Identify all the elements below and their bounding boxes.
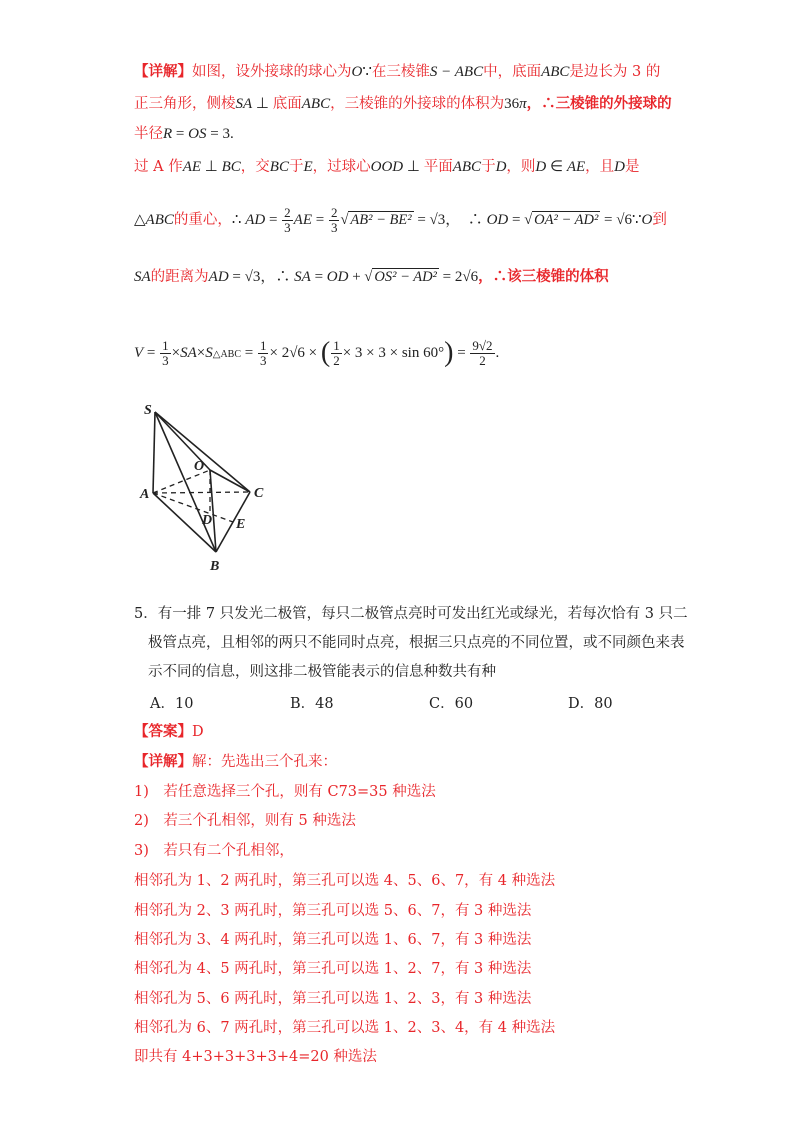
detail-tag: 【详解】 [134, 63, 192, 80]
detail-tag-5: 【详解】 [134, 753, 192, 770]
solution-line-3: 半径R = OS = 3. [134, 126, 234, 142]
label-S: S [144, 403, 152, 418]
step-2: 2) 若三个孔相邻，则有 5 种选法 [134, 813, 356, 829]
solution-line-6: SA的距离为AD = √3，∴ SA = OD + √ OS² − AD² = 2√6，∴该三棱锥的体积 [134, 268, 609, 285]
solution-line-5: △ABC的重心，∴ AD = $\frac{2}{3}$ AE = $\frac{2}{3}$ √ AB² − BE² = √3， ∴ OD = √ OA² − AD² = √6∵O到 [134, 204, 667, 235]
label-B: B [210, 559, 220, 574]
detail-line: 【详解】解：先选出三个孔来： [134, 753, 337, 770]
edge-SC [155, 412, 250, 492]
volume-formula: V = $\frac{1}{3}$ ×SA×S△ABC = $\frac{1}{3}$ × 2√6 × ( $\frac{1}{2}$ × 3 × 3 × sin 60°) = $\frac{9√2}{2}$ . [134, 337, 500, 368]
label-E: E [236, 517, 246, 532]
label-A: A [140, 487, 150, 502]
step-3: 3) 若只有二个孔相邻， [134, 843, 294, 859]
edge-SB [155, 412, 216, 552]
case-6: 相邻孔为 6、7 两孔时，第三孔可以选 1、2、3、4，有 4 种选法 [134, 1020, 556, 1036]
case-1: 相邻孔为 1、2 两孔时，第三孔可以选 4、5、6、7，有 4 种选法 [134, 873, 556, 889]
option-a: A．10 [150, 696, 194, 712]
label-C: C [254, 486, 264, 501]
label-O: O [194, 459, 205, 474]
case-3: 相邻孔为 3、4 两孔时，第三孔可以选 1、6、7，有 3 种选法 [134, 932, 532, 948]
step-1: 1) 若任意选择三个孔，则有 C73=35 种选法 [134, 784, 436, 800]
pyramid-figure [138, 400, 278, 575]
case-4: 相邻孔为 4、5 两孔时，第三孔可以选 1、2、7，有 3 种选法 [134, 961, 532, 977]
answer-line [134, 722, 204, 742]
answer-value: D [192, 724, 204, 740]
edge-AC [153, 492, 250, 493]
solution-line-2: 正三角形，侧棱SA ⊥ 底面ABC，三棱锥的外接球的体积为36π，∴三棱锥的外接球的 [134, 95, 672, 112]
case-5: 相邻孔为 5、6 两孔时，第三孔可以选 1、2、3，有 3 种选法 [134, 991, 532, 1007]
edge-OC [210, 470, 250, 492]
case-2: 相邻孔为 2、3 两孔时，第三孔可以选 5、6、7，有 3 种选法 [134, 903, 532, 919]
solution-line-4: 过 A 作AE ⊥ BC，交BC于E，过球心OOD ⊥ 平面ABC于D，则D ∈ AE，且D是 [134, 159, 640, 175]
option-b: B．48 [290, 696, 334, 712]
edge-SA [153, 412, 155, 493]
option-d: D．80 [568, 696, 613, 712]
question-5-line-1: 5．有一排 7 只发光二极管，每只二极管点亮时可发出红光或绿光，若每次恰有 3 只二 [134, 606, 688, 622]
question-5-line-3: 示不同的信息，则这排二极管能表示的信息种数共有种 [148, 664, 496, 680]
option-c: C．60 [429, 696, 474, 712]
answer-tag: 【答案】 [134, 723, 192, 740]
label-D: D [202, 513, 213, 528]
solution-line-1: 【详解】如图，设外接球的球心为O∵在三棱锥S − ABC中，底面ABC是边长为 3 的 [134, 63, 661, 80]
total-line: 即共有 4+3+3+3+3+4=20 种选法 [134, 1049, 377, 1065]
question-5-line-2: 极管点亮，且相邻的两只不能同时点亮，根据三只点亮的不同位置，或不同颜色来表 [148, 635, 685, 651]
